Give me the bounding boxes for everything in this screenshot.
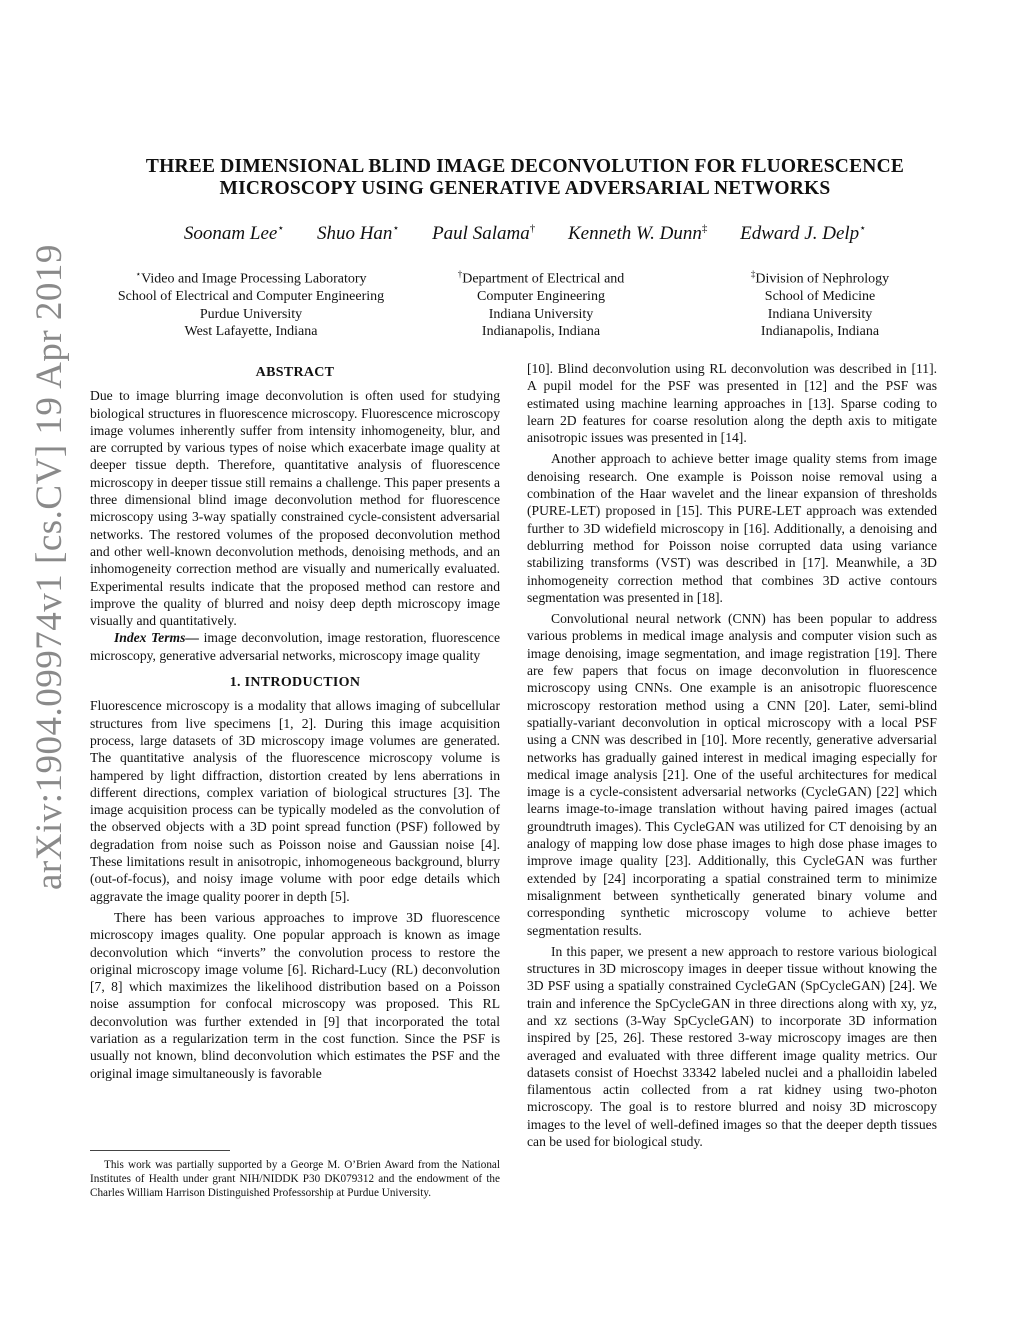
author: Shuo Han⋆ [316,223,400,245]
left-column [90,360,500,1082]
author: Kenneth W. Dunn‡ [567,223,708,245]
author: Edward J. Delp⋆ [740,223,867,245]
author-list [110,222,940,245]
abstract-text: Due to image blurring image deconvolution is often used for studying biological structures in fluorescence microscopy. Fluorescence microscopy image volumes inherently suffer from intensity inhomogeneity, blur, and are corrupted by various types of noise which exacerbate image quality at deeper tissue depth. Therefore, quantitative analysis of fluorescence microscopy in deeper tissue still remains a challenge. This paper presents a three dimensional blind image deconvolution method for fluorescence microscopy using 3-way spatially constrained cycle-consistent adversarial networks. The restored volumes of the proposed deconvolution method and other well-known deconvolution methods, denoising methods, and an inhomogeneity correction method are visually and numerically evaluated. Experimental results indicate that the proposed method can restore and improve the quality of blurred and noisy deep depth microscopy image visually and quantitatively. [90,388,500,629]
title-line-2: MICROSCOPY USING GENERATIVE ADVERSARIAL NETWORKS [219,178,831,199]
introduction-heading: 1. INTRODUCTION [229,675,361,691]
intro-paragraph: Convolutional neural network (CNN) has been popular to address various problems in medical image analysis and computer vision such as image denoising, image segmentation, and image registration [19]. There are few papers that focus on image deconvolution in fluorescence microscopy using CNNs. One example is an anisotropic fluorescence microscopy restoration method using a CNN [20]. Later, semi-blind spatially-variant deconvolution in optical microscopy with a local PSF using a CNN was described in [10]. More recently, generative adversarial networks has gradually gained interest in medical imaging especially for medical image analysis [21]. One of the useful architectures for medical image is a cycle-consistent adversarial networks (CycleGAN) [22] which learns image-to-image translation without having paired images (actual groundtruth images). This CycleGAN was utilized for CT denoising by an analogy of mapping low dose phase images to high dose phase images to improve image quality [23]. Additionally, this CycleGAN was further extended by [24] incorporating a spatial constrained term to minimize misalignment between synthetically generated binary volume and corresponding synthetic microscopy volume to achieve better segmentation results. [527,611,937,938]
abstract-heading: ABSTRACT [255,365,335,380]
intro-paragraph: Fluorescence microscopy is a modality that allows imaging of subcellular structures from live specimens [1, 2]. During this image acquisition process, large datasets of 3D microscopy image volumes are generated. The quantitative analysis of the fluorescence microscopy volume is hampered by light diffraction, distortion created by lens aberrations in different directions, complex variation of biological structures [3]. The image acquisition process can be typically modeled as the convolution of the observed objects with a 3D point spread function (PSF) followed by degradation from noise such as Poisson noise and Gaussian noise [4]. These limitations result in anisotropic, inhomogeneous background, blurry (out-of-focus), and noisy image volume with poor edge details which aggravate the image quality poorer in depth [5]. [90,698,500,904]
intro-paragraph: Another approach to achieve better image quality stems from image denoising research. One example is Poisson noise removal using a combination of the Haar wavelet and the linear expansion of thresholds (PURE-LET) proposed in [15]. This PURE-LET approach was extended further to 3D widefield microscopy in [16]. Additionally, a denoising and deblurring method for Poisson noise corrupted data using variance stabilizing transforms (VST) was described in [17]. Meanwhile, a 3D inhomogeneity correction method that combines 3D active contours segmentation was presented in [18]. [527,451,937,605]
right-column [527,360,937,1150]
footnote: This work was partially supported by a George M. O’Brien Award from the National Institutes of Health under grant NIH/NIDDK P30 DK079312 and the endowment of the Charles William Harrison Distinguished Professorship at Purdue University. [90,1159,500,1199]
arxiv-identifier: arXiv:1904.09974v1 [cs.CV] 19 Apr 2019 [29,244,70,890]
intro-paragraph: In this paper, we present a new approach to restore various biological structures in 3D microscopy images in deeper tissue without knowing the 3D PSF using a spatially constrained CycleGAN (SpCycleGAN) [24]. We train and inference the SpCycleGAN in three directions along with xy, yz, and xz sections (3-Way SpCycleGAN) to incorporate 3D information inspired by [25, 26]. These restored 3-way microscopy images are then averaged and evaluated with three different image quality metrics. Our datasets consist of Hoechst 33342 labeled nuclei and a phalloidin labeled filamentous actin collected from a rat kidney using two-photon microscopy. The goal is to restore blurred and noisy 3D microscopy images to the level of well-defined images so that the deeper depth tissues can be used for biological study. [527,943,937,1150]
title-line-1: THREE DIMENSIONAL BLIND IMAGE DECONVOLUTION FOR FLUORESCENCE [145,156,905,177]
affiliation-iu-nephrology: ‡Division of Nephrology School of Medicine Indiana University Indianapolis, Indiana [750,269,890,340]
intro-paragraph: [10]. Blind deconvolution using RL deconvolution was described in [11]. A pupil model for the PSF was presented in [12] and the PSF was estimated using machine learning approaches in [13]. Sparse coding to learn 2D features for coarse resolution along the depth axis to mitigate anisotropic issues was presented in [14]. [527,361,937,446]
intro-paragraph: There has been various approaches to improve 3D fluorescence microscopy images quality. One popular approach is known as image deconvolution which “inverts” the convolution process to restore the original microscopy image volume [6]. Richard-Lucy (RL) deconvolution [7, 8] which maximizes the likelihood distribution based on a Poisson noise assumption for confocal microscopy was proposed. This RL deconvolution was further extended in [9] that incorporated the total variation as a regularization term in the cost function. Since the PSF is usually not known, blind deconvolution which estimates the PSF and the original image simultaneously is favorable [90,909,500,1081]
paper-title [110,156,940,200]
affiliation-iu-ece: †Department of Electrical and Computer Engineering Indiana University Indianapolis, Indiana [457,269,625,340]
author: Paul Salama† [432,223,536,245]
author: Soonam Lee⋆ [183,223,285,245]
index-terms: Index Terms— image deconvolution, image restoration, fluorescence microscopy, generative adversarial networks, microscopy image quality [90,630,500,663]
affiliation-purdue: ⋆Video and Image Processing Laboratory School of Electrical and Computer Engineering Purdue University West Lafayette, Indiana [117,269,385,340]
footnote-rule [90,1150,230,1151]
